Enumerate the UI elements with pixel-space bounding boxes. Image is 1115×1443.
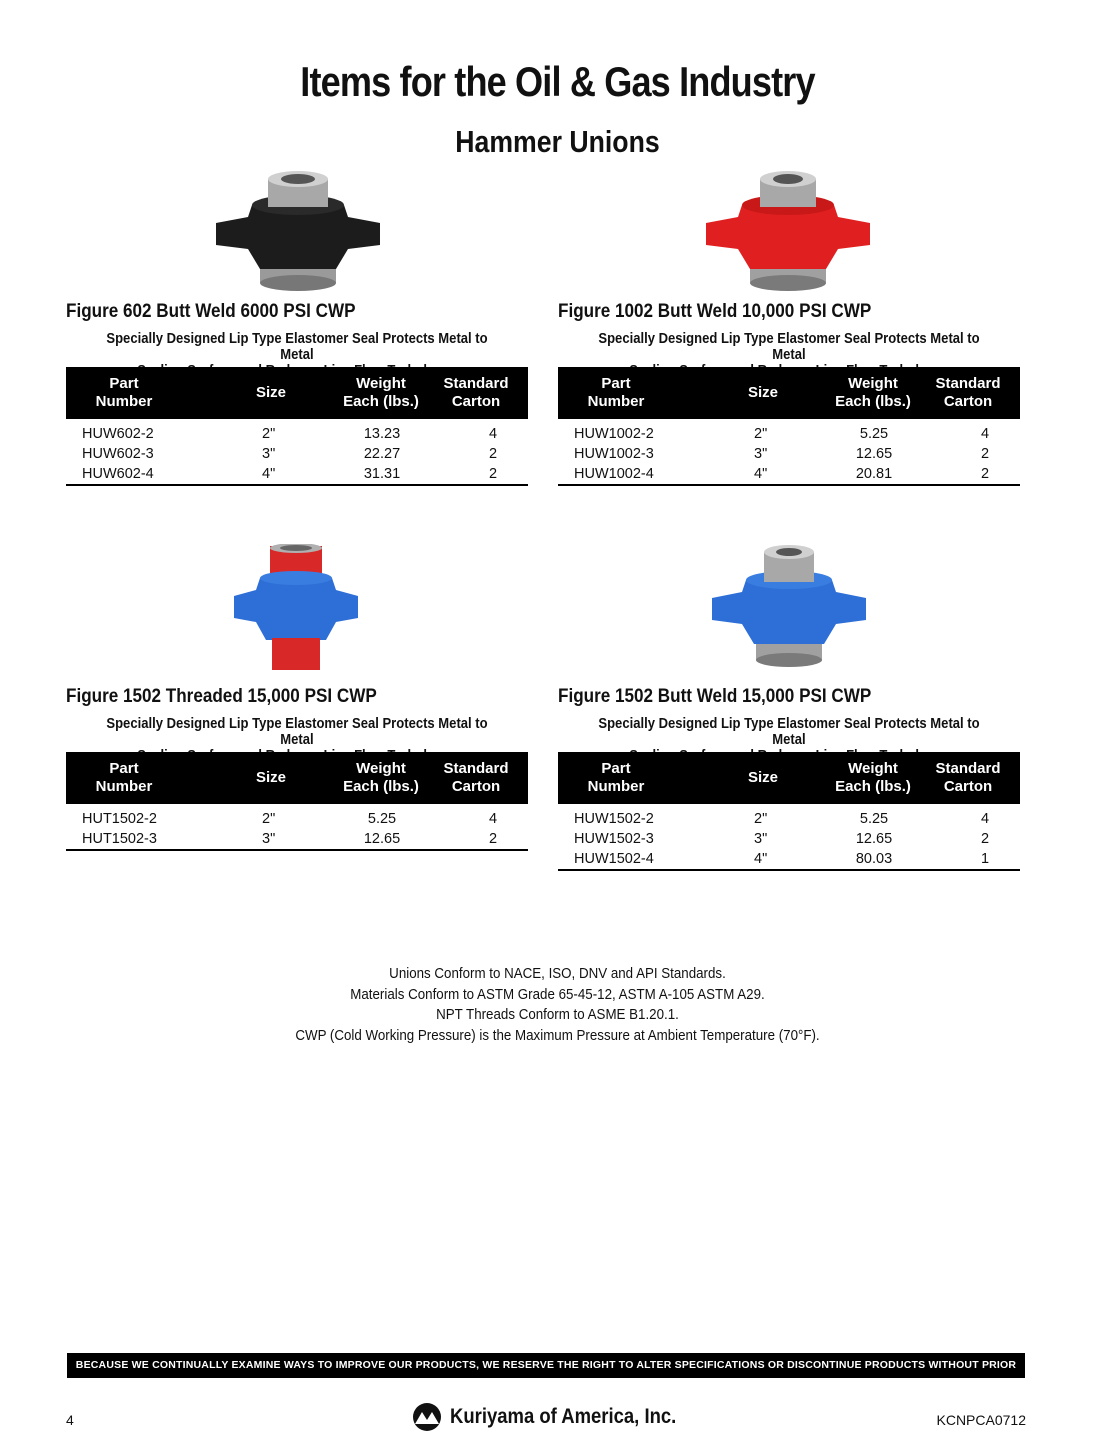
col-size: Size — [747, 769, 778, 786]
product-description: Specially Designed Lip Type Elastomer Seal Protects Metal to Metal — [598, 716, 980, 748]
table-row: HUW1502-4 4" 80.03 1 — [574, 851, 990, 867]
table-body — [66, 424, 528, 486]
blue-red-hammer-union-image — [226, 544, 366, 672]
table-row: HUT1502-3 3" 12.65 2 — [82, 831, 498, 847]
page-title: Items for the Oil & Gas Industry — [300, 58, 815, 105]
product-title: Figure 1502 Butt Weld 15,000 PSI CWP — [558, 686, 872, 707]
col-part-number: Part Number — [587, 760, 645, 795]
product-title: Figure 602 Butt Weld 6000 PSI CWP — [66, 301, 356, 322]
col-weight: Weight Each (lbs.) — [343, 375, 419, 410]
table-body — [558, 424, 1020, 486]
table-header — [66, 752, 528, 804]
table-row: HUW602-3 3" 22.27 2 — [82, 446, 498, 462]
black-hammer-union-image — [208, 165, 388, 295]
col-carton: Standard Carton — [443, 760, 509, 795]
table-header — [558, 367, 1020, 419]
col-carton: Standard Carton — [935, 760, 1001, 795]
table-header — [66, 367, 528, 419]
col-part-number: Part Number — [587, 375, 645, 410]
product-description: Specially Designed Lip Type Elastomer Seal Protects Metal to Metal — [106, 716, 488, 748]
col-part-number: Part Number — [95, 760, 153, 795]
col-size: Size — [255, 769, 286, 786]
col-carton: Standard Carton — [443, 375, 509, 410]
table-row: HUW602-4 4" 31.31 2 — [82, 466, 498, 482]
kuriyama-logo-icon — [410, 1402, 444, 1432]
company-name: Kuriyama of America, Inc. — [450, 1405, 677, 1428]
table-row: HUW1002-4 4" 20.81 2 — [574, 466, 990, 482]
note-line: NPT Threads Conform to ASME B1.20.1. — [436, 1007, 679, 1023]
note-line: Materials Conform to ASTM Grade 65-45-12, ASTM A-105 ASTM A29. — [350, 986, 765, 1003]
col-weight: Weight Each (lbs.) — [835, 375, 911, 410]
standards-notes — [0, 964, 1115, 1046]
col-weight: Weight Each (lbs.) — [835, 760, 911, 795]
col-carton: Standard Carton — [935, 375, 1001, 410]
product-description: Specially Designed Lip Type Elastomer Seal Protects Metal to Metal — [106, 331, 488, 363]
product-title: Figure 1502 Threaded 15,000 PSI CWP — [66, 686, 377, 707]
page-number: 4 — [66, 1412, 74, 1428]
product-description: Specially Designed Lip Type Elastomer Seal Protects Metal to Metal — [598, 331, 980, 363]
table-header — [558, 752, 1020, 804]
product-title: Figure 1002 Butt Weld 10,000 PSI CWP — [558, 301, 872, 322]
table-row: HUT1502-2 2" 5.25 4 — [82, 811, 498, 827]
blue-hammer-union-image — [704, 540, 874, 672]
col-size: Size — [747, 384, 778, 401]
col-part-number: Part Number — [95, 375, 153, 410]
table-body — [558, 809, 1020, 871]
note-line: Unions Conform to NACE, ISO, DNV and API Standards. — [389, 966, 726, 982]
company-logo — [410, 1402, 677, 1432]
catalog-code: KCNPCA0712 — [936, 1412, 1026, 1428]
red-hammer-union-image — [698, 165, 878, 295]
table-row: HUW1002-2 2" 5.25 4 — [574, 426, 990, 442]
page-subtitle: Hammer Unions — [455, 124, 660, 159]
col-weight: Weight Each (lbs.) — [343, 760, 419, 795]
col-size: Size — [255, 384, 286, 401]
table-row: HUW1002-3 3" 12.65 2 — [574, 446, 990, 462]
table-row: HUW602-2 2" 13.23 4 — [82, 426, 498, 442]
table-body — [66, 809, 528, 851]
table-row: HUW1502-2 2" 5.25 4 — [574, 811, 990, 827]
note-line: CWP (Cold Working Pressure) is the Maximum Pressure at Ambient Temperature (70°F). — [295, 1027, 820, 1044]
table-row: HUW1502-3 3" 12.65 2 — [574, 831, 990, 847]
disclaimer-bar: BECAUSE WE CONTINUALLY EXAMINE WAYS TO IMPROVE OUR PRODUCTS, WE RESERVE THE RIGHT TO ALTER SPECIFICATIONS OR DISCONTINUE PRODUCTS WITHOUT PRIOR NOTICE. — [67, 1353, 1025, 1378]
